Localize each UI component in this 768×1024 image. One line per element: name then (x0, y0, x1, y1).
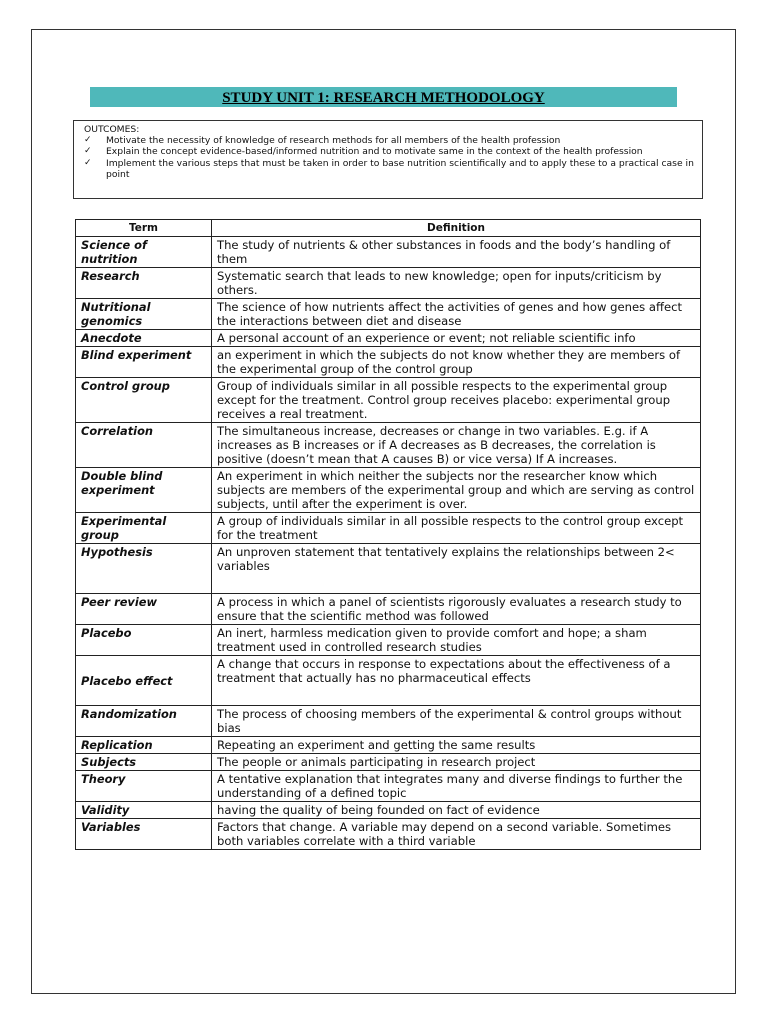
term-cell: Placebo (76, 625, 212, 656)
table-row (76, 819, 701, 850)
term-cell: Theory (76, 771, 212, 802)
title-banner (90, 87, 677, 107)
term-cell: Science of nutrition (76, 237, 212, 268)
definition-cell: A process in which a panel of scientists rigorously evaluates a research study to ensure that the scientific method was followed (212, 594, 701, 625)
table-header-row (76, 220, 701, 237)
definition-cell: The study of nutrients & other substances in foods and the body’s handling of them (212, 237, 701, 268)
definition-cell: The simultaneous increase, decreases or change in two variables. E.g. if A increases as B increases or if A decreases as B decreases, the correlation is positive (doesn’t mean that A causes B) or vice versa) If A increases. (212, 423, 701, 468)
table-row (76, 423, 701, 468)
definition-cell: A change that occurs in response to expectations about the effectiveness of a treatment that actually has no pharmaceutical effects (212, 656, 701, 706)
table-row (76, 802, 701, 819)
checkmark-icon: ✓ (84, 157, 92, 168)
outcome-item (84, 135, 694, 146)
term-cell: Variables (76, 819, 212, 850)
outcome-text: Explain the concept evidence-based/informed nutrition and to motivate same in the context of the health profession (106, 146, 643, 158)
term-cell: Placebo effect (76, 656, 212, 706)
term-cell: Nutritional genomics (76, 299, 212, 330)
definition-cell: Factors that change. A variable may depend on a second variable. Sometimes both variables correlate with a third variable (212, 819, 701, 850)
definition-cell: The people or animals participating in research project (212, 754, 701, 771)
outcomes-heading: OUTCOMES: (84, 124, 140, 135)
term-cell: Experimental group (76, 513, 212, 544)
column-header-definition: Definition (212, 220, 701, 237)
table-row (76, 737, 701, 754)
definition-cell: The process of choosing members of the experimental & control groups without bias (212, 706, 701, 737)
definition-cell: The science of how nutrients affect the activities of genes and how genes affect the interactions between diet and disease (212, 299, 701, 330)
definition-cell: An experiment in which neither the subjects nor the researcher know which subjects are members of the experimental group and which are serving as control subjects, until after the experiment is over. (212, 468, 701, 513)
term-cell: Research (76, 268, 212, 299)
table-row (76, 330, 701, 347)
definition-cell: An unproven statement that tentatively explains the relationships between 2< variables (212, 544, 701, 594)
table-row (76, 237, 701, 268)
definition-cell: Systematic search that leads to new knowledge; open for inputs/criticism by others. (212, 268, 701, 299)
outcomes-list (84, 135, 694, 180)
table-row (76, 299, 701, 330)
definition-cell: A personal account of an experience or event; not reliable scientific info (212, 330, 701, 347)
table-row (76, 347, 701, 378)
outcomes-box (73, 120, 703, 199)
term-cell: Hypothesis (76, 544, 212, 594)
table-row (76, 771, 701, 802)
term-cell: Double blind experiment (76, 468, 212, 513)
table-row (76, 513, 701, 544)
terms-table (75, 219, 701, 850)
term-cell: Blind experiment (76, 347, 212, 378)
table-row (76, 754, 701, 771)
definition-cell: An inert, harmless medication given to provide comfort and hope; a sham treatment used in controlled research studies (212, 625, 701, 656)
page-title: STUDY UNIT 1: RESEARCH METHODOLOGY (222, 90, 545, 106)
table-row (76, 594, 701, 625)
term-cell: Control group (76, 378, 212, 423)
term-cell: Subjects (76, 754, 212, 771)
checkmark-icon: ✓ (84, 135, 92, 146)
outcome-item (84, 158, 694, 180)
table-row (76, 378, 701, 423)
table-row (76, 544, 701, 594)
term-cell: Anecdote (76, 330, 212, 347)
definition-cell: Repeating an experiment and getting the same results (212, 737, 701, 754)
table-row (76, 268, 701, 299)
outcome-text: Implement the various steps that must be taken in order to base nutrition scientifically and to apply these to a practical case in point (106, 157, 694, 180)
term-cell: Correlation (76, 423, 212, 468)
definition-cell: having the quality of being founded on fact of evidence (212, 802, 701, 819)
definition-cell: A tentative explanation that integrates many and diverse findings to further the understanding of a defined topic (212, 771, 701, 802)
definition-cell: Group of individuals similar in all possible respects to the experimental group except for the treatment. Control group receives placebo: experimental group receives a real treatment. (212, 378, 701, 423)
outcome-item (84, 146, 694, 157)
table-row (76, 468, 701, 513)
definition-cell: an experiment in which the subjects do not know whether they are members of the experimental group of the control group (212, 347, 701, 378)
term-cell: Replication (76, 737, 212, 754)
checkmark-icon: ✓ (84, 146, 92, 157)
term-cell: Peer review (76, 594, 212, 625)
column-header-term: Term (76, 220, 212, 237)
table-row (76, 706, 701, 737)
table-row (76, 656, 701, 706)
term-cell: Validity (76, 802, 212, 819)
term-cell: Randomization (76, 706, 212, 737)
definition-cell: A group of individuals similar in all possible respects to the control group except for the treatment (212, 513, 701, 544)
outcome-text: Motivate the necessity of knowledge of research methods for all members of the health profession (106, 135, 561, 147)
table-row (76, 625, 701, 656)
